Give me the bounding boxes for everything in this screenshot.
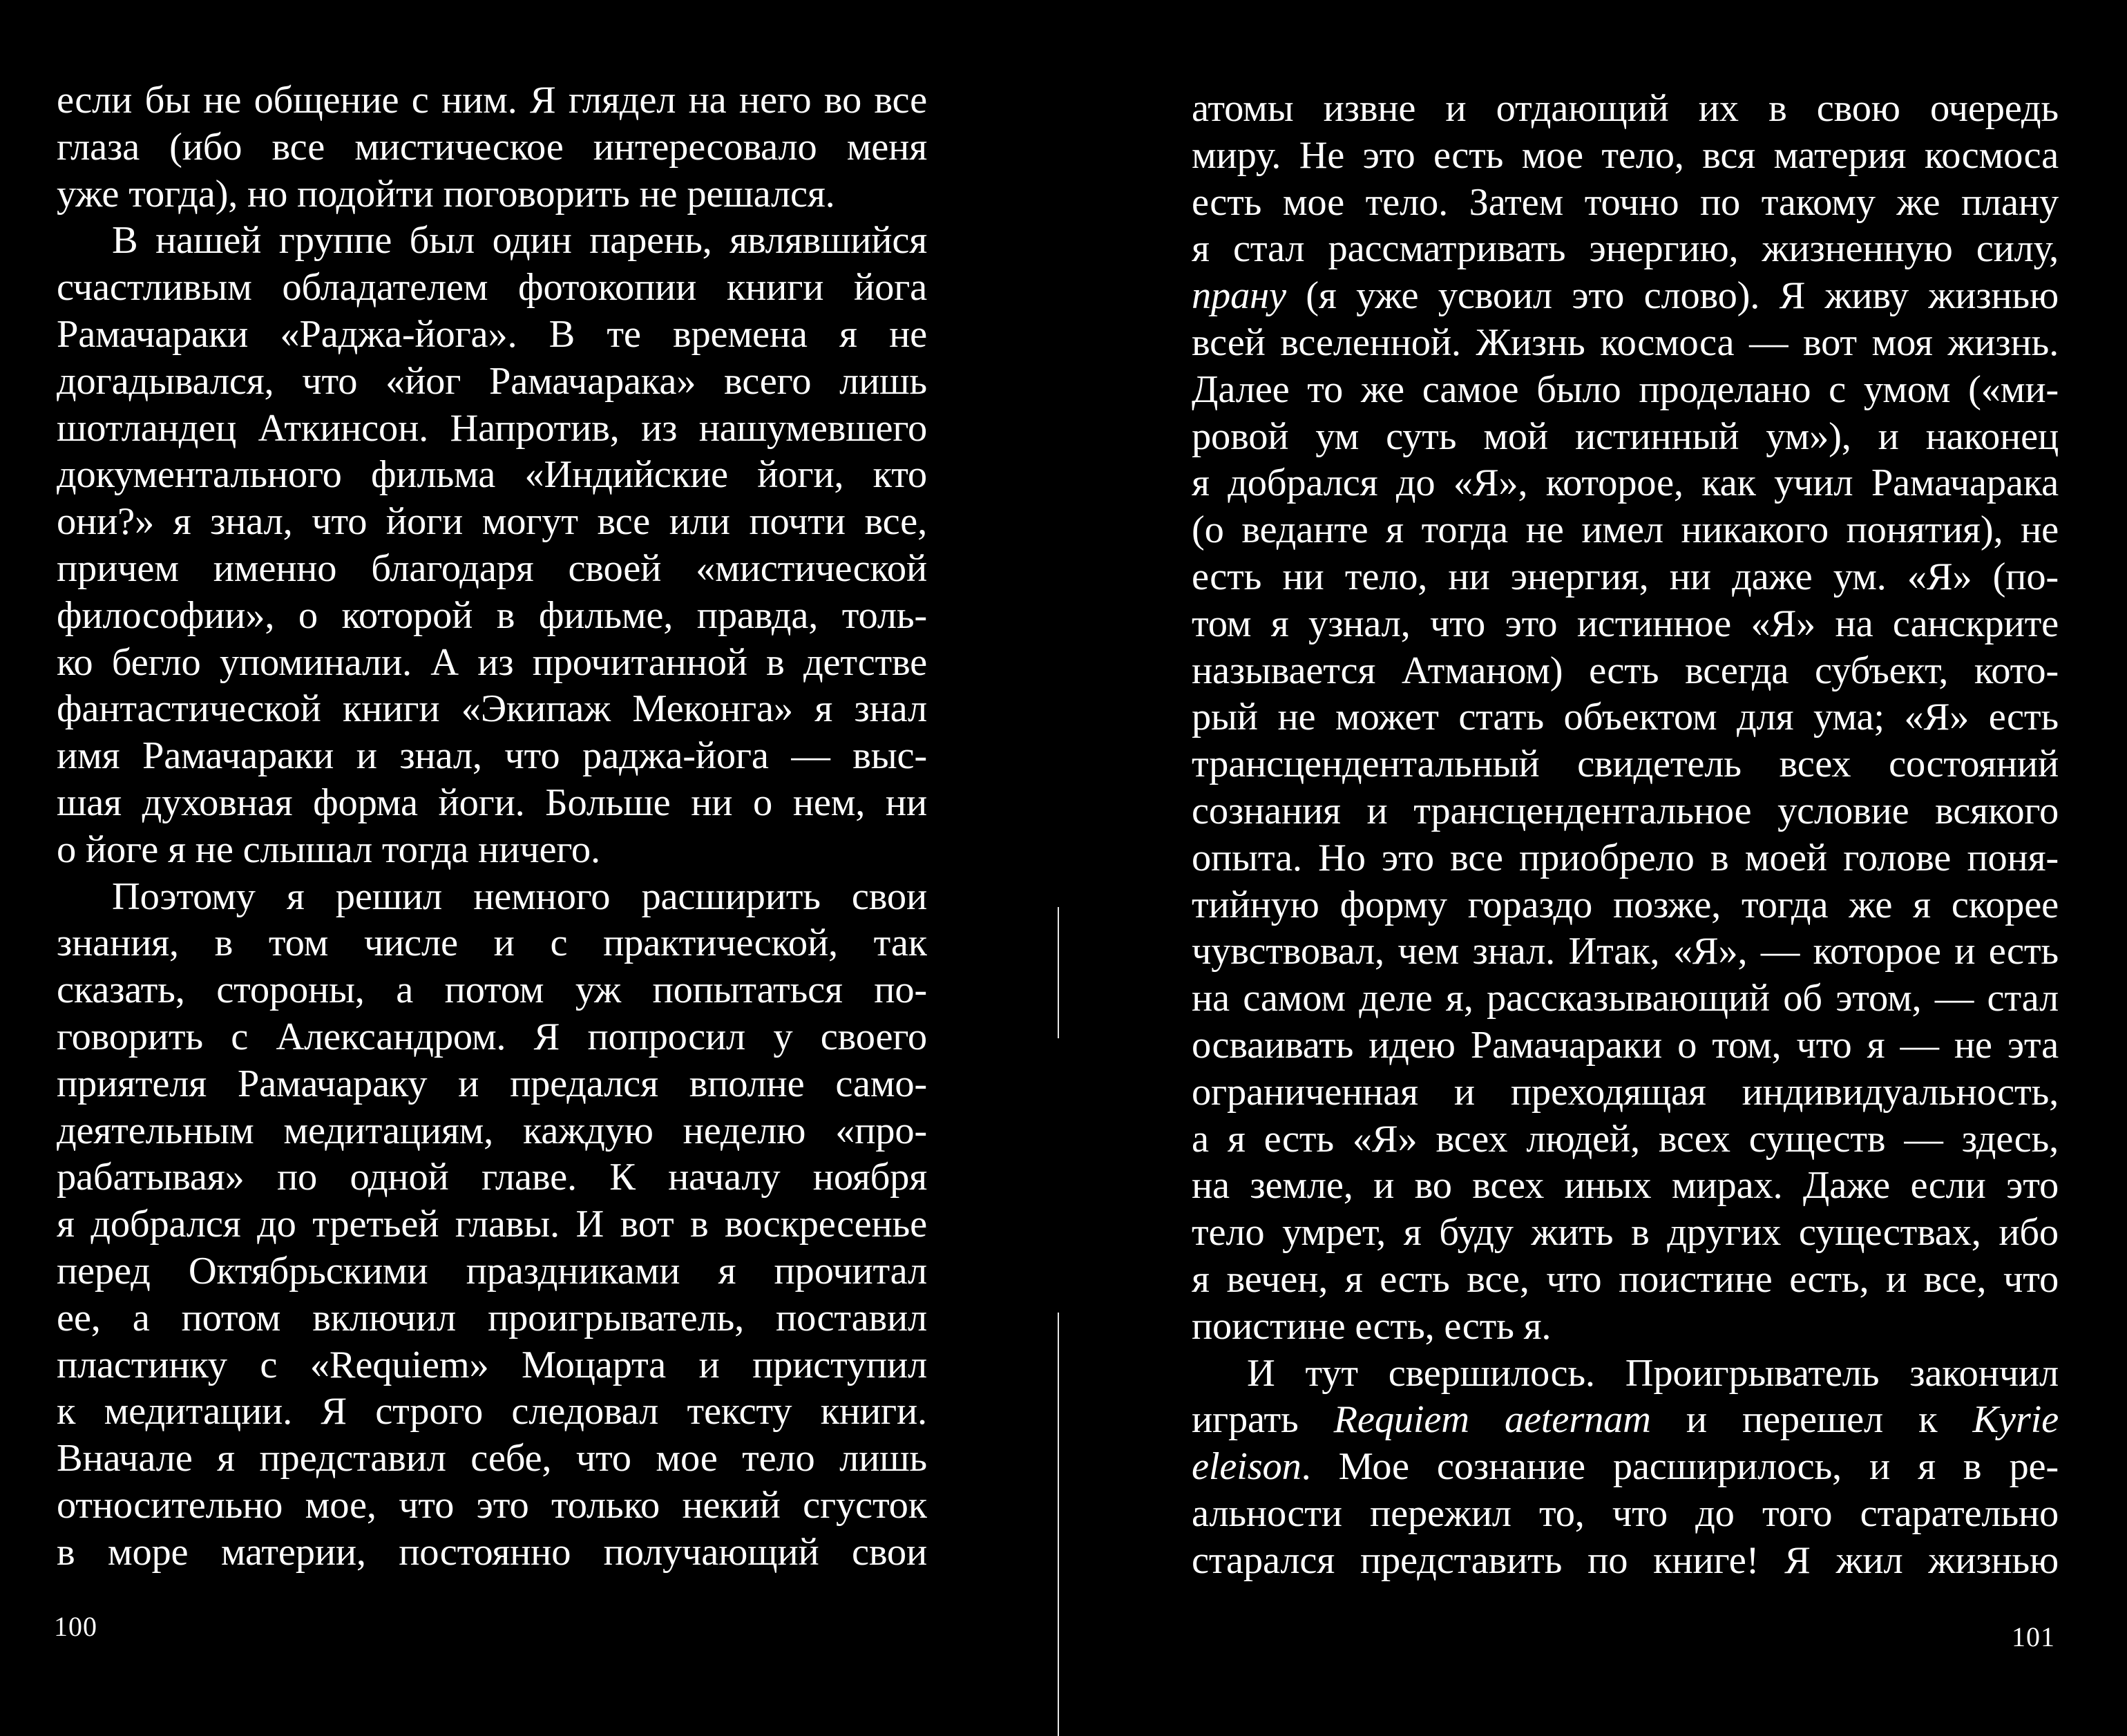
text-line: причем именно благодаря своей «мистической [57, 546, 927, 590]
text-line: к медитации. Я строго следовал тексту книги. [57, 1390, 927, 1433]
text-line: есть ни тело, ни энергия, ни даже ум. «Я» (по- [1192, 555, 2059, 598]
text-line: осваивать идею Рамачараки о том, что я — не эта [1192, 1023, 2059, 1067]
text-line: говорить с Александром. Я попросил у своего [57, 1015, 927, 1058]
text-line: (о веданте я тогда не имел никакого понятия), не [1192, 508, 2059, 552]
right-page [1057, 0, 2127, 1736]
paragraph-start-line: И тут свершилось. Проигрыватель закончил [1247, 1351, 2059, 1395]
text-line: называется Атманом) есть всегда субъект, кото- [1192, 649, 2059, 692]
text-line: я вечен, я есть все, что поистине есть, и все, что [1192, 1257, 2059, 1301]
text-line: есть мое тело. Затем точно по такому же плану [1192, 180, 2059, 224]
text-line: я стал рассматривать энергию, жизненную силу, [1192, 227, 2059, 271]
text-line: а я есть «Я» всех людей, всех существ — здесь, [1192, 1117, 2059, 1161]
text-line: сознания и трансцендентальное условие всякого [1192, 789, 2059, 832]
text-line: фантастической книги «Экипаж Меконга» я знал [57, 687, 927, 731]
text-line: счастливым обладателем фотокопии книги йога [57, 266, 927, 309]
page-number: 100 [54, 1611, 97, 1642]
text-line: рый не может стать объектом для ума; «Я» есть [1192, 696, 2059, 739]
text-line: всей вселенной. Жизнь космоса — вот моя жизнь. [1192, 321, 2059, 364]
text-line: сказать, стороны, а потом уж попытаться по- [57, 969, 927, 1012]
text-line: догадывался, что «йог Рамачарака» всего лишь [57, 359, 927, 403]
text-line: Вначале я представил себе, что мое тело лишь [57, 1437, 927, 1480]
paragraph-start-line: Поэтому я решил немного расширить свои [112, 875, 927, 918]
text-line: я добрался до третьей главы. И вот в воскресенье [57, 1203, 927, 1246]
text-line: я добрался до «Я», которое, как учил Рамачарака [1192, 461, 2059, 505]
text-line: рабатывая» по одной главе. К началу ноября [57, 1156, 927, 1199]
italic-term: Kyrie [1972, 1398, 2059, 1442]
text-line: на земле, и во всех иных мирах. Даже если это [1192, 1164, 2059, 1208]
text-line: трансцендентальный свидетель всех состояний [1192, 743, 2059, 786]
text-line: уже тогда), но подойти поговорить не решался. [57, 172, 835, 216]
text-line: на самом деле я, рассказывающий об этом, — стал [1192, 977, 2059, 1020]
text-line: шая духовная форма йоги. Больше ни о нем, ни [57, 781, 927, 824]
text-line: старался представить по книге! Я жил жизнью [1192, 1538, 2059, 1582]
text-line: ее, а потом включил проигрыватель, поставил [57, 1296, 927, 1339]
text-line: знания, в том числе и с практической, так [57, 922, 927, 965]
text-line: о йоге я не слышал тогда ничего. [57, 828, 600, 871]
text-line: шотландец Аткинсон. Напротив, из нашумевшего [57, 406, 927, 450]
text-line: eleison. Мое сознание расширилось, и я в ре- [1192, 1445, 2059, 1489]
text-line: они?» я знал, что йоги могут все или почти все, [57, 500, 927, 544]
text-line: ко бегло упоминали. А из прочитанной в детстве [57, 640, 927, 684]
italic-term: прану [1192, 274, 1286, 318]
right-page-text [1192, 86, 2059, 1585]
text-line: альности пережил то, что до того старательно [1192, 1491, 2059, 1535]
text-line: атомы извне и отдающий их в свою очередь [1192, 87, 2059, 130]
italic-term: Requiem aeternam [1333, 1398, 1651, 1442]
text-line: чувствовал, чем знал. Итак, «Я», — которое и есть [1192, 930, 2059, 973]
text-line: опыта. Но это все приобрело в моей голове поня- [1192, 836, 2059, 879]
text-line: пластинку с «Requiem» Моцарта и приступил [57, 1343, 927, 1386]
text-line: поистине есть, есть я. [1192, 1304, 1552, 1348]
text-line: деятельным медитациям, каждую неделю «про- [57, 1109, 927, 1152]
text-line: приятеля Рамачараку и предался вполне само- [57, 1062, 927, 1105]
text-line: тийную форму гораздо позже, тогда же я скорее [1192, 883, 2059, 926]
text-line: Далее то же самое было проделано с умом («ми- [1192, 368, 2059, 411]
text-line: играть Requiem aeternam и перешел к Kyrie [1192, 1398, 2059, 1442]
left-page [0, 0, 1057, 1736]
text-line: если бы не общение с ним. Я глядел на него во все [57, 79, 927, 122]
text-line: ровой ум суть мой истинный ум»), и наконец [1192, 414, 2059, 458]
text-line: относительно мое, что это только некий сгусток [57, 1483, 927, 1527]
page-number: 101 [2012, 1621, 2055, 1652]
text-line: перед Октябрьскими праздниками я прочитал [57, 1249, 927, 1293]
text-line: том я узнал, что это истинное «Я» на санскрите [1192, 602, 2059, 645]
text-line: Рамачараки «Раджа-йога». В те времена я не [57, 312, 927, 356]
text-line: философии», о которой в фильме, правда, толь- [57, 593, 927, 637]
text-line: глаза (ибо все мистическое интересовало меня [57, 125, 927, 169]
text-line: ограниченная и преходящая индивидуальность, [1192, 1070, 2059, 1114]
paragraph-start-line: В нашей группе был один парень, являвшийся [112, 219, 927, 263]
left-page-text [57, 77, 927, 1576]
text-line: тело умрет, я буду жить в других существах, ибо [1192, 1211, 2059, 1255]
text-line: имя Рамачараки и знал, что раджа-йога — выс- [57, 734, 927, 778]
text-line: миру. Не это есть мое тело, вся материя космоса [1192, 133, 2059, 177]
italic-term: eleison [1192, 1445, 1301, 1489]
text-line: документального фильма «Индийские йоги, кто [57, 453, 927, 497]
text-line: прану (я уже усвоил это слово). Я живу жизнью [1192, 274, 2059, 318]
text-line: в море материи, постоянно получающий свои [57, 1530, 927, 1574]
